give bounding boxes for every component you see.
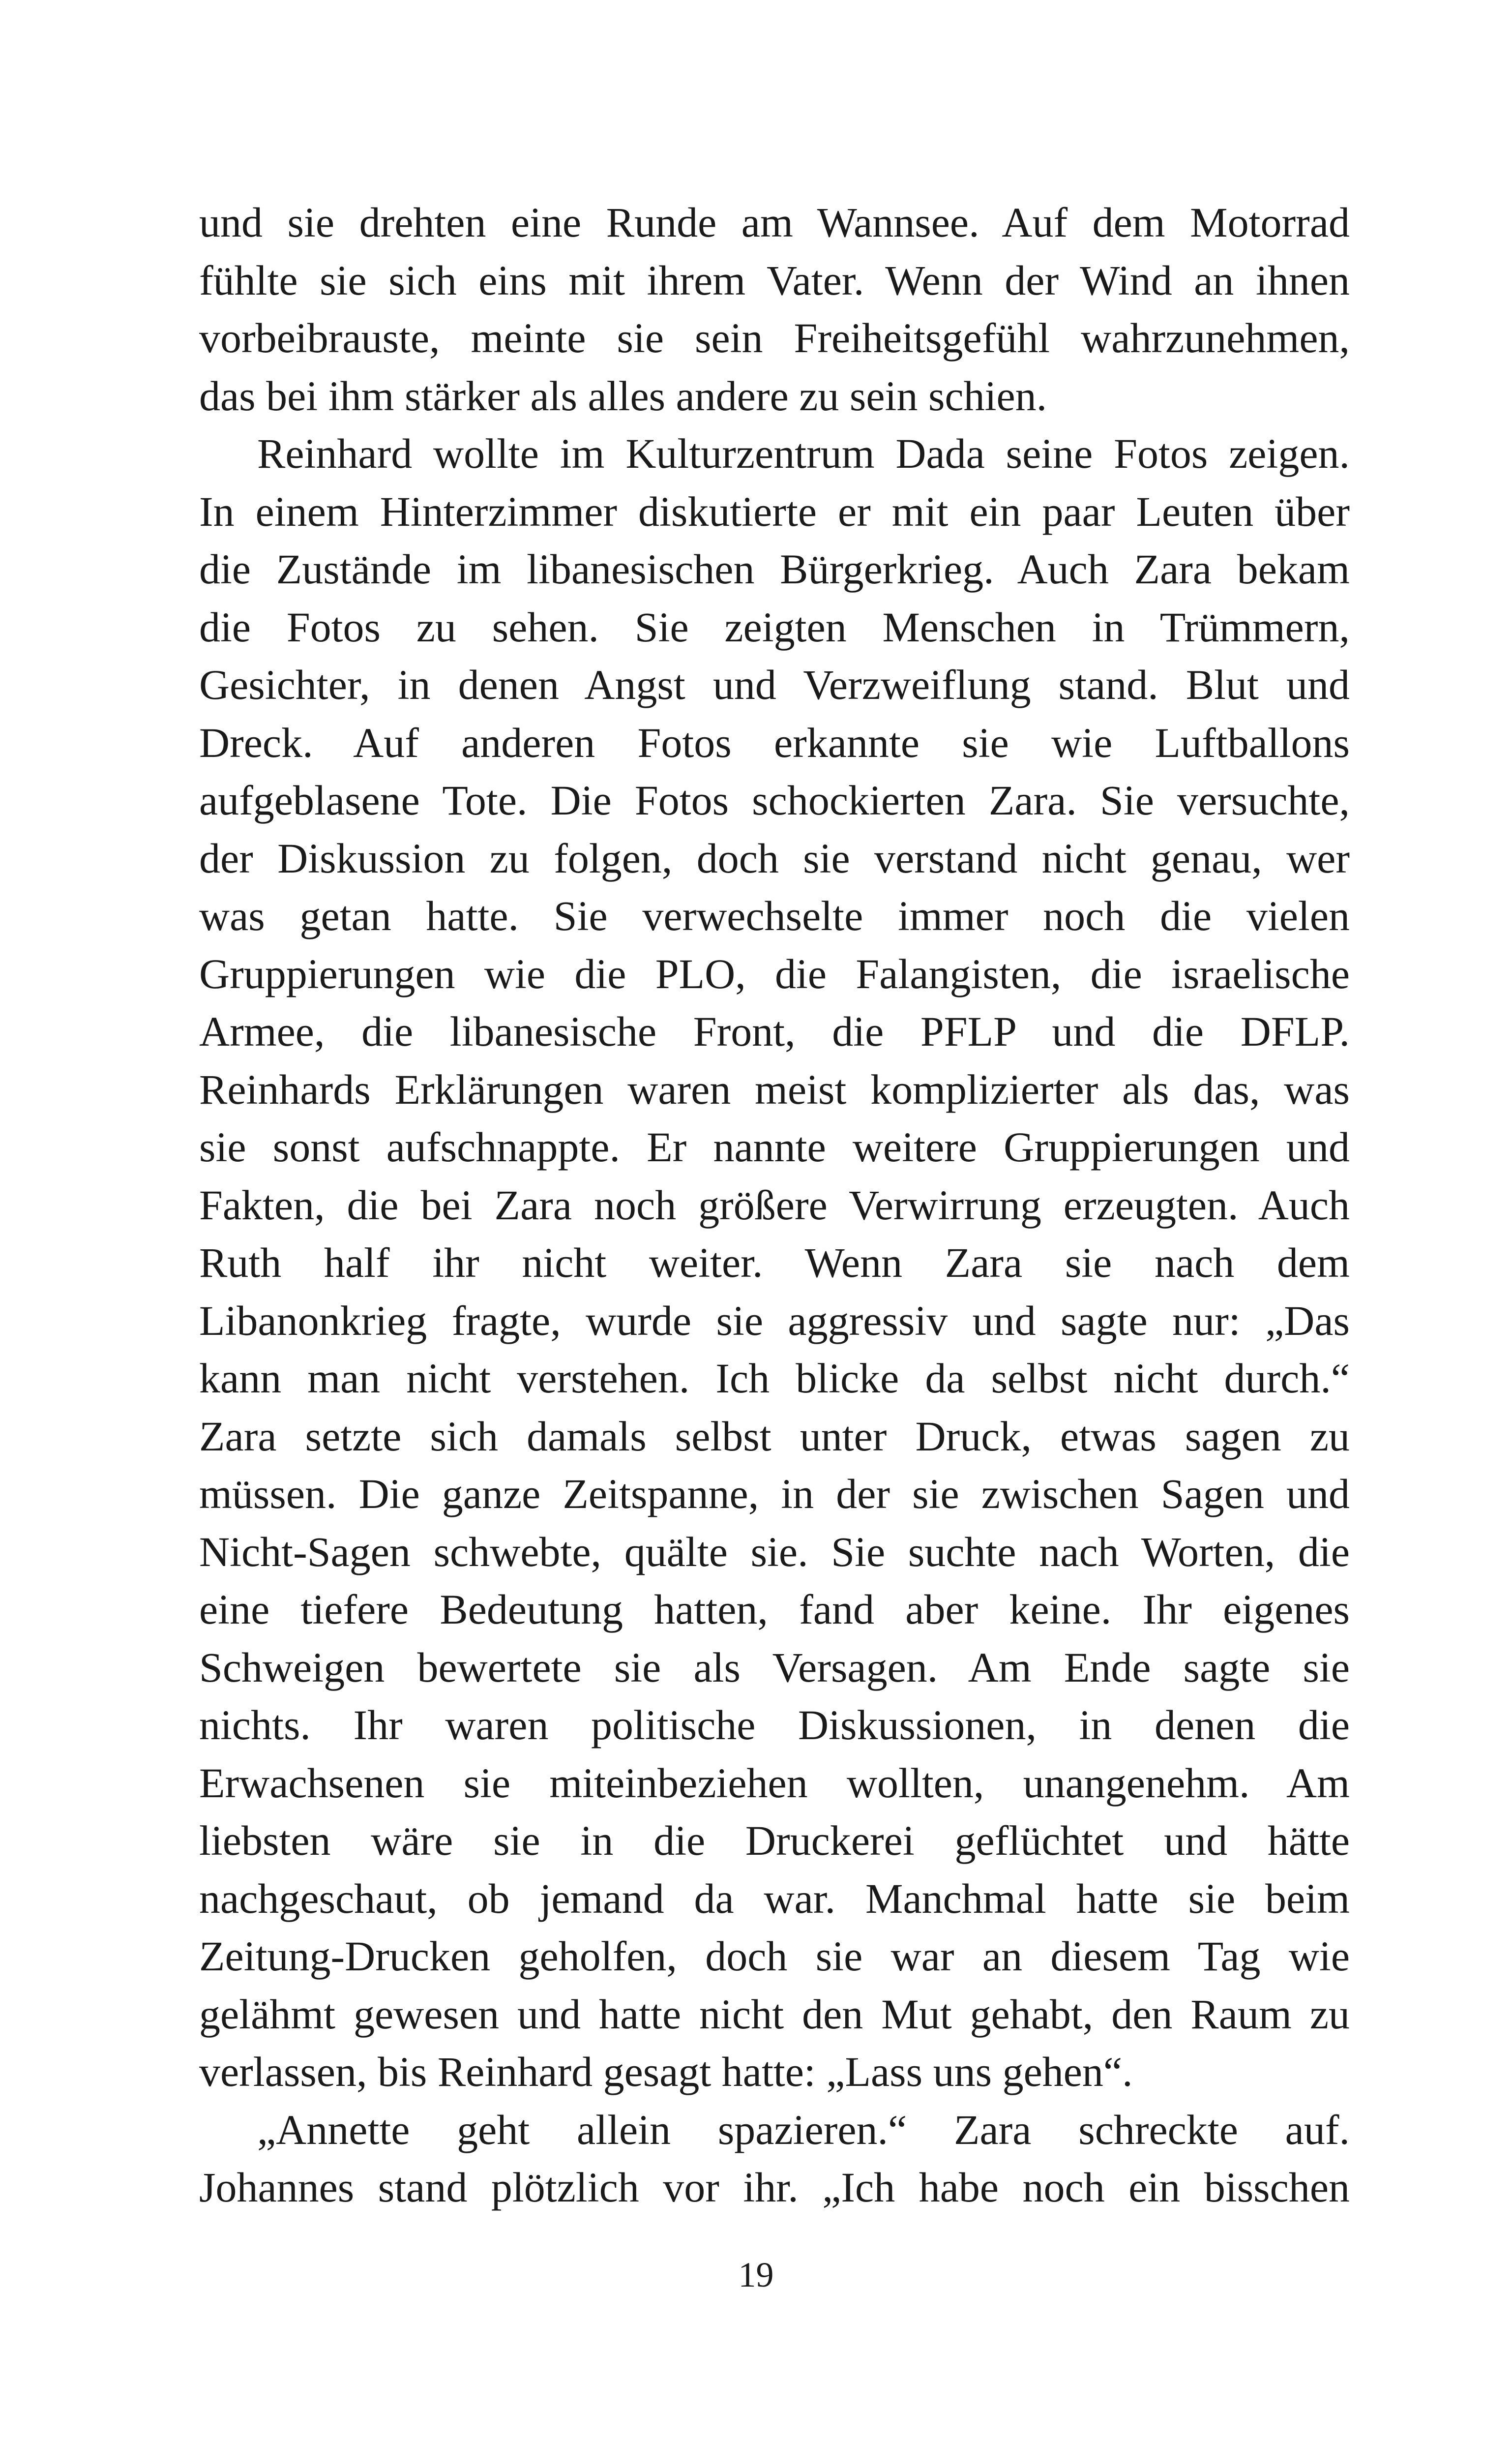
text-line: Ruth half ihr nicht weiter. Wenn Zara sie nach dem (199, 1239, 1350, 1286)
paragraph (199, 194, 1350, 425)
page-number: 19 (738, 2255, 774, 2294)
text-line: Dreck. Auf anderen Fotos erkannte sie wie Luftballons (199, 719, 1350, 766)
text-line: Zara setzte sich damals selbst unter Druck, etwas sagen zu (199, 1412, 1350, 1460)
text-line: Armee, die libanesische Front, die PFLP und die DFLP. (199, 1008, 1350, 1055)
text-line: die Zustände im libanesischen Bürgerkrieg. Auch Zara bekam (199, 545, 1350, 593)
text-line: „Annette geht allein spazieren.“ Zara schreckte auf. (257, 2106, 1350, 2153)
paragraph (199, 2101, 1350, 2217)
text-line: Schweigen bewertete sie als Versagen. Am Ende sagte sie (199, 1643, 1350, 1691)
text-line: Johannes stand plötzlich vor ihr. „Ich habe noch ein bisschen (199, 2164, 1350, 2211)
body-text (199, 194, 1350, 2217)
text-line: gelähmt gewesen und hatte nicht den Mut gehabt, den Raum zu (199, 1990, 1350, 2038)
text-line: Reinhards Erklärungen waren meist komplizierter als das, was (199, 1065, 1350, 1113)
text-line: müssen. Die ganze Zeitspanne, in der sie zwischen Sagen und (199, 1470, 1350, 1517)
text-line: Libanonkrieg fragte, wurde sie aggressiv und sagte nur: „Das (199, 1297, 1350, 1344)
text-line: und sie drehten eine Runde am Wannsee. Auf dem Motorrad (199, 199, 1350, 246)
text-line: Gesichter, in denen Angst und Verzweiflung stand. Blut und (199, 661, 1350, 708)
text-line: verlassen, bis Reinhard gesagt hatte: „Lass uns gehen“. (199, 2048, 1133, 2095)
text-line: Erwachsenen sie miteinbeziehen wollten, unangenehm. Am (199, 1759, 1350, 1807)
text-line: vorbeibrauste, meinte sie sein Freiheitsgefühl wahrzunehmen, (199, 314, 1350, 362)
text-line: eine tiefere Bedeutung hatten, fand aber keine. Ihr eigenes (199, 1586, 1350, 1633)
text-line: sie sonst aufschnappte. Er nannte weitere Gruppierungen und (199, 1123, 1350, 1171)
text-line: nichts. Ihr waren politische Diskussionen, in denen die (199, 1701, 1350, 1749)
text-line: was getan hatte. Sie verwechselte immer noch die vielen (199, 892, 1350, 939)
text-line: In einem Hinterzimmer diskutierte er mit ein paar Leuten über (199, 487, 1350, 535)
text-line: fühlte sie sich eins mit ihrem Vater. Wenn der Wind an ihnen (199, 256, 1350, 304)
text-line: der Diskussion zu folgen, doch sie verstand nicht genau, wer (199, 834, 1350, 882)
text-line: liebsten wäre sie in die Druckerei geflüchtet und hätte (199, 1817, 1350, 1864)
paragraph (199, 425, 1350, 2101)
text-line: Zeitung-Drucken geholfen, doch sie war an diesem Tag wie (199, 1932, 1350, 1980)
text-line: die Fotos zu sehen. Sie zeigten Menschen in Trümmern, (199, 603, 1350, 651)
text-line: Nicht-Sagen schwebte, quälte sie. Sie suchte nach Worten, die (199, 1528, 1350, 1575)
text-line: das bei ihm stärker als alles andere zu sein schien. (199, 372, 1047, 420)
text-line: aufgeblasene Tote. Die Fotos schockierten Zara. Sie versuchte, (199, 777, 1350, 824)
text-line: Gruppierungen wie die PLO, die Falangisten, die israelische (199, 950, 1350, 997)
text-line: kann man nicht verstehen. Ich blicke da selbst nicht durch.“ (199, 1355, 1350, 1402)
text-line: nachgeschaut, ob jemand da war. Manchmal hatte sie beim (199, 1874, 1350, 1922)
text-line: Fakten, die bei Zara noch größere Verwirrung erzeugten. Auch (199, 1181, 1350, 1229)
text-line: Reinhard wollte im Kulturzentrum Dada seine Fotos zeigen. (257, 430, 1350, 477)
